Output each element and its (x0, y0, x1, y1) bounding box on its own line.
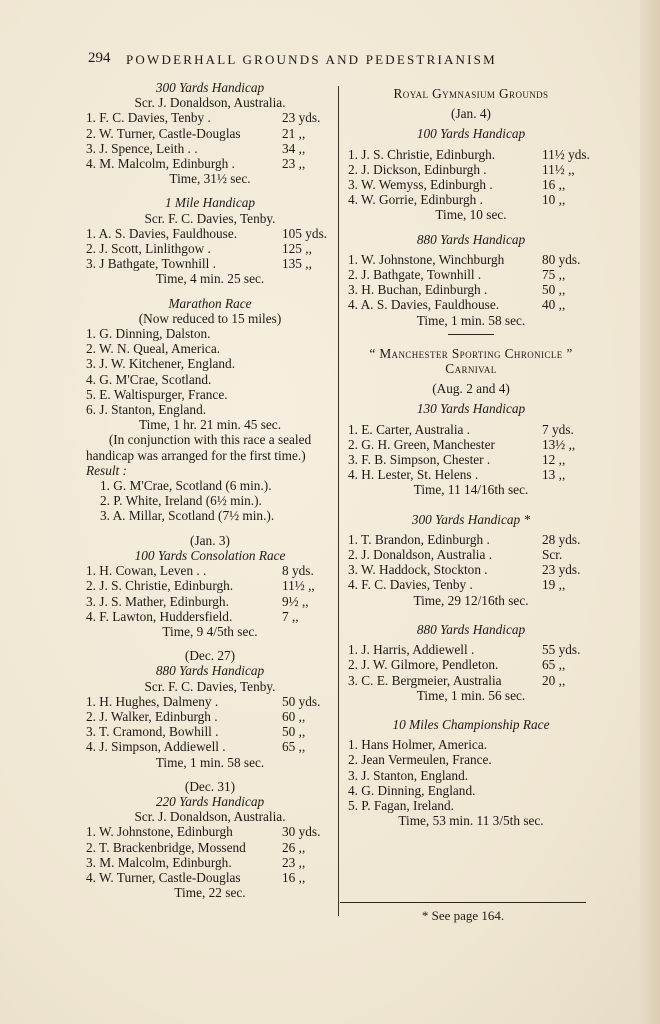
result-line: 3. A. Millar, Scotland (7½ min.). (100, 508, 275, 524)
event-date: (Jan. 3) (190, 532, 230, 548)
footnote: * See page 164. (421, 908, 505, 923)
result-row: 1. W. Johnstone, Edinburgh 30 yds. (86, 824, 321, 840)
result-row: 1. J. S. Christie, Edinburgh. 11½ yds. (348, 146, 590, 162)
result-row: 3. C. E. Bergmeier, Australia 20 ,, (348, 672, 566, 688)
result-row: 4. M. Malcolm, Edinburgh . 23 ,, (86, 156, 306, 172)
result-row: 4. F. Lawton, Huddersfield. 7 ,, (86, 608, 299, 624)
result-row: 1. F. C. Davies, Tenby . 23 yds. (86, 110, 321, 126)
result-row: 3. J Bathgate, Townhill . 135 ,, (86, 256, 312, 272)
result-line: 5. P. Fagan, Ireland. (348, 797, 454, 813)
venue-heading: Royal Gymnasium Grounds (393, 86, 549, 101)
event-title: 300 Yards Handicap * (411, 511, 531, 527)
time-line: Time, 29 12/16th sec. (413, 592, 529, 608)
result-row: 3. T. Cramond, Bowhill . 50 ,, (86, 724, 306, 740)
scratch-line: Scr. J. Donaldson, Australia. (134, 809, 286, 825)
event-title: 880 Yards Handicap (416, 621, 526, 637)
result-row: 1. H. Cowan, Leven . . 8 yds. (86, 563, 314, 579)
time-line: Time, 1 min. 58 sec. (155, 754, 265, 770)
result-row: 2. J. Walker, Edinburgh . 60 ,, (86, 708, 306, 724)
event-title: 1 Mile Handicap (164, 195, 256, 211)
result-row: 1. E. Carter, Australia . 7 yds. (348, 421, 574, 437)
carnival-heading: “ Manchester Sporting Chronicle ” (369, 345, 573, 361)
event-marathon (86, 296, 334, 524)
page-header (88, 50, 548, 74)
result-row: 1. W. Johnstone, Winchburgh 80 yds. (348, 251, 581, 267)
event-title: 880 Yards Handicap (416, 231, 526, 247)
event-300-yards-carnival (348, 512, 594, 608)
event-title: 100 Yards Consolation Race (134, 547, 286, 563)
result-row: 2. J. Donaldson, Australia . Scr. (348, 547, 563, 563)
time-line: Time, 10 sec. (435, 207, 507, 223)
result-row: 2. J. S. Christie, Edinburgh. 11½ ,, (86, 578, 315, 594)
result-row: 4. F. C. Davies, Tenby . 19 ,, (348, 577, 566, 593)
result-row: 1. H. Hughes, Dalmeny . 50 yds. (86, 693, 321, 709)
result-row: 3. M. Malcolm, Edinburgh. 23 ,, (86, 854, 306, 870)
result-row: 3. W. Wemyss, Edinburgh . 16 ,, (348, 177, 566, 193)
event-880-yards-dec27 (86, 648, 334, 770)
result-row: 2. J. Scott, Linlithgow . 125 ,, (86, 241, 312, 257)
event-880-yards-carnival (348, 622, 594, 703)
result-row: 2. J. Dickson, Edinburgh . 11½ ,, (348, 161, 575, 177)
scratch-line: Scr. J. Donaldson, Australia. (134, 95, 286, 111)
left-column (86, 80, 334, 900)
result-line: 6. J. Stanton, England. (86, 402, 207, 418)
event-880-yards-jan4 (348, 232, 594, 328)
result-row: 3. W. Haddock, Stockton . 23 yds. (348, 562, 581, 578)
result-line: 4. G. Dinning, England. (348, 782, 476, 798)
result-line: 1. Hans Holmer, America. (348, 737, 488, 753)
event-title: 130 Yards Handicap (416, 401, 526, 417)
result-line: 3. J. Stanton, England. (348, 767, 469, 783)
event-title: 100 Yards Handicap (416, 126, 526, 142)
event-1-mile (86, 195, 334, 286)
carnival-date: (Aug. 2 and 4) (432, 381, 510, 397)
event-10-miles (348, 717, 594, 828)
event-date: (Dec. 27) (184, 648, 236, 664)
event-title: 10 Miles Championship Race (392, 716, 550, 732)
result-row: 1. A. S. Davies, Fauldhouse. 105 yds. (86, 225, 328, 241)
column-divider (338, 86, 339, 916)
result-row: 4. W. Gorrie, Edinburgh . 10 ,, (348, 192, 566, 208)
result-line: 5. E. Waltispurger, France. (86, 386, 228, 402)
time-line: Time, 1 min. 56 sec. (416, 687, 526, 703)
result-line: 4. G. M'Crae, Scotland. (86, 371, 212, 387)
page-number: 294 (88, 50, 111, 66)
result-row: 1. J. Harris, Addiewell . 55 yds. (348, 642, 581, 658)
result-row: 2. J. W. Gilmore, Pendleton. 65 ,, (348, 657, 566, 673)
time-line: Time, 1 min. 58 sec. (416, 312, 526, 328)
scratch-line: Scr. F. C. Davies, Tenby. (144, 678, 276, 694)
time-line: Time, 4 min. 25 sec. (155, 271, 265, 287)
result-line: 1. G. M'Crae, Scotland (6 min.). (100, 478, 272, 494)
result-row: 4. W. Turner, Castle-Douglas 16 ,, (86, 869, 306, 885)
result-label: Result : (86, 462, 127, 478)
note-line: handicap was arranged for the first time.) (86, 447, 306, 463)
time-line: Time, 22 sec. (174, 885, 246, 901)
venue-date: (Jan. 4) (451, 106, 491, 122)
result-row: 2. G. H. Green, Manchester 13½ ,, (348, 436, 576, 452)
result-line: 1. G. Dinning, Dalston. (86, 326, 211, 342)
result-line: 3. J. W. Kitchener, England. (86, 356, 236, 372)
time-line: Time, 53 min. 11 3/5th sec. (398, 813, 544, 829)
carnival-heading-line2: Carnival (445, 361, 497, 377)
event-title: 220 Yards Handicap (155, 793, 265, 809)
running-title: POWDERHALL GROUNDS AND PEDESTRIANISM (126, 52, 497, 67)
result-row: 4. H. Lester, St. Helens . 13 ,, (348, 467, 566, 483)
result-row: 4. A. S. Davies, Fauldhouse. 40 ,, (348, 297, 566, 313)
event-300-yards (86, 80, 334, 186)
event-220-yards (86, 779, 334, 901)
page-edge (640, 0, 660, 1024)
time-line: Time, 1 hr. 21 min. 45 sec. (138, 417, 282, 433)
footnote-rule (340, 902, 586, 903)
event-100-yards (348, 126, 594, 222)
event-title: 300 Yards Handicap (155, 80, 265, 95)
scratch-line: Scr. F. C. Davies, Tenby. (144, 210, 276, 226)
result-row: 2. T. Brackenbridge, Mossend 26 ,, (86, 839, 306, 855)
result-row: 3. F. B. Simpson, Chester . 12 ,, (348, 452, 566, 468)
event-title: 880 Yards Handicap (155, 663, 265, 679)
time-line: Time, 31½ sec. (169, 171, 251, 187)
result-row: 2. W. Turner, Castle-Douglas 21 ,, (86, 125, 306, 141)
event-title: Marathon Race (168, 295, 252, 311)
note-line: (In conjunction with this race a sealed (108, 432, 312, 448)
section-rule (448, 334, 494, 335)
event-date: (Dec. 31) (184, 778, 236, 794)
event-130-yards (348, 401, 594, 497)
result-row: 1. T. Brandon, Edinburgh . 28 yds. (348, 531, 581, 547)
right-column (348, 80, 594, 828)
event-100-consolation (86, 533, 334, 639)
result-row: 3. J. S. Mather, Edinburgh. 9½ ,, (86, 593, 309, 609)
result-line: 2. P. White, Ireland (6½ min.). (100, 493, 262, 509)
result-line: 2. Jean Vermeulen, France. (348, 752, 492, 768)
result-line: 2. W. N. Queal, America. (86, 341, 221, 357)
result-row: 3. H. Buchan, Edinburgh . 50 ,, (348, 282, 566, 298)
time-line: Time, 9 4/5th sec. (162, 623, 258, 639)
result-row: 3. J. Spence, Leith . . 34 ,, (86, 140, 306, 156)
time-line: Time, 11 14/16th sec. (413, 482, 529, 498)
result-row: 2. J. Bathgate, Townhill . 75 ,, (348, 267, 566, 283)
result-row: 4. J. Simpson, Addiewell . 65 ,, (86, 739, 306, 755)
event-subtitle: (Now reduced to 15 miles) (138, 310, 282, 326)
